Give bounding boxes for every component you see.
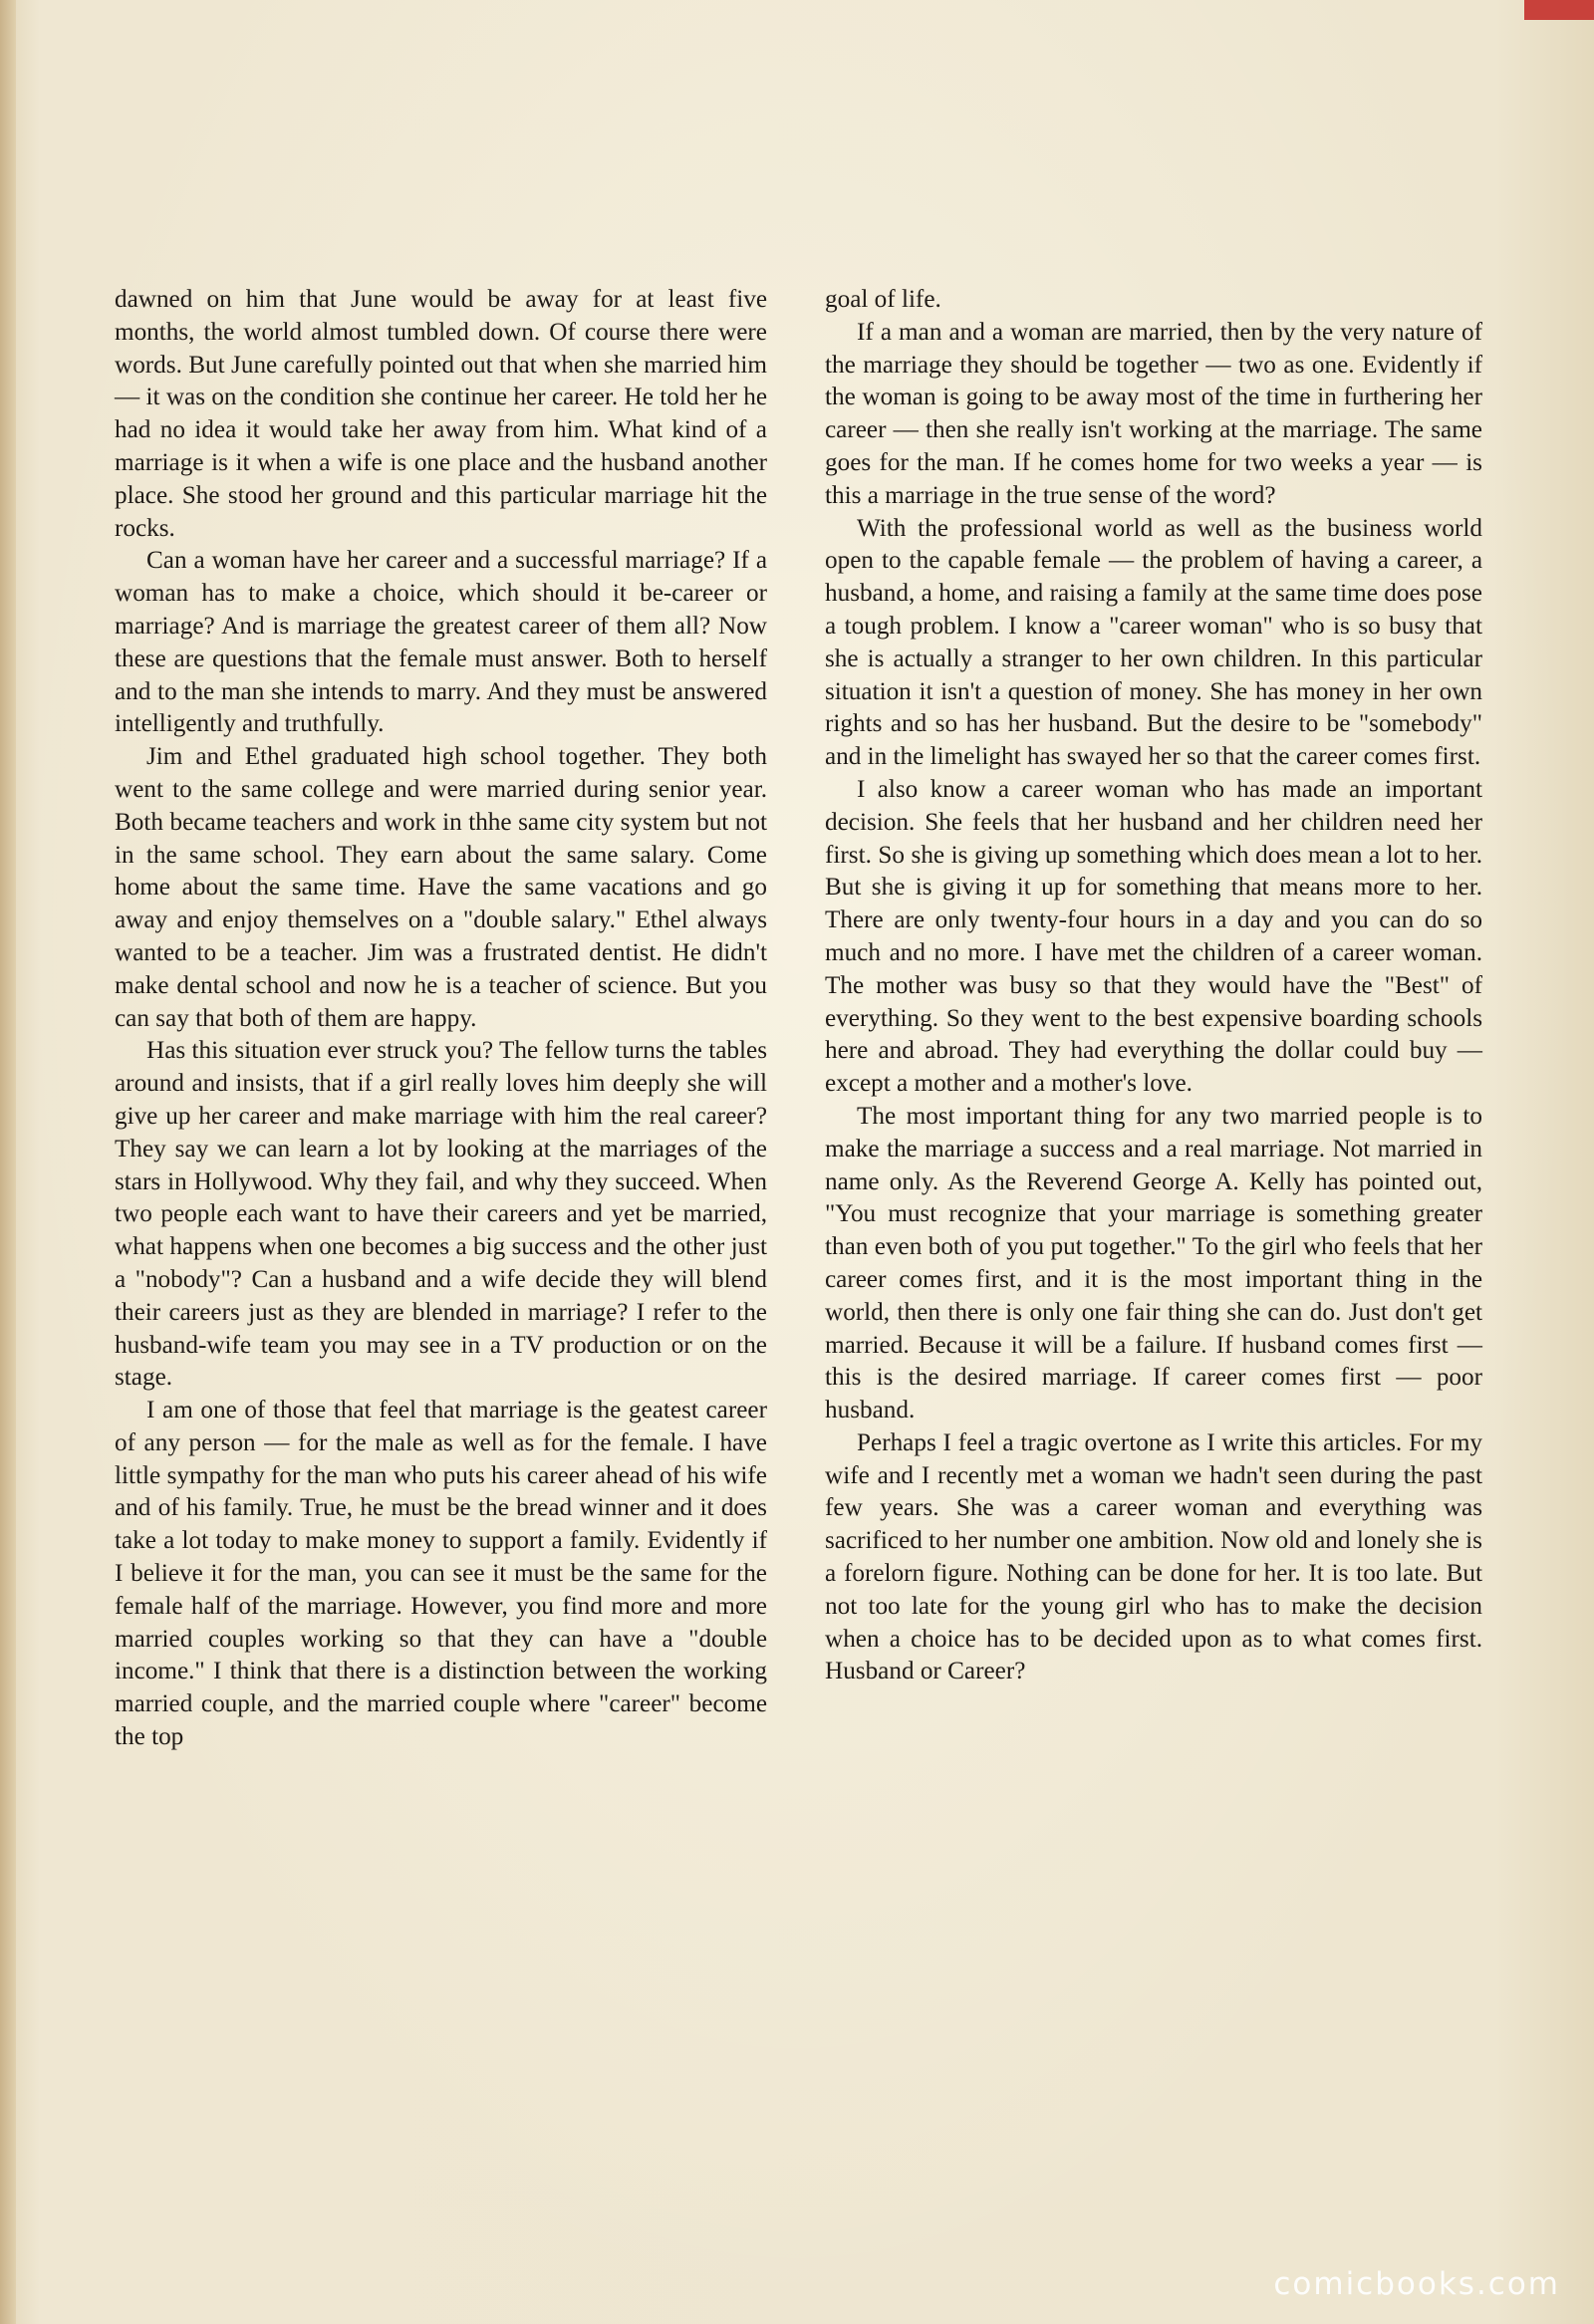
paragraph: Has this situation ever struck you? The fellow turns the tables around and insists, that if a girl really loves him deeply she will give up her career and make marriage with him the real career? They say we can learn a lot by looking at the marriages of the stars in Hollywood. Why they fail, and why they succeed. When two people each want to have their careers and yet be married, what happens when one becomes a big success and the other just a "nobody"? Can a husband and a wife decide they will blend their careers just as they are blended in marriage? I refer to the husband-wife team you may see in a TV production or on the stage. [115,1037,767,1392]
paragraph: goal of life. [825,286,941,313]
paragraph: With the professional world as well as the business world open to the capable female — the problem of having a career, a husband, a home, and raising a family at the same time does pose a tough problem. I know a "career woman" who is so busy that she is actually a stranger to her own children. In this particular situation it isn't a question of money. She has money in her own rights and so has her husband. But the desire to be "somebody" and in the limelight has swayed her so that the career comes first. [825,514,1482,771]
right-text-column [825,284,1482,1688]
page-binding-edge [0,0,16,2324]
page-corner-color [1524,0,1594,20]
paragraph: Can a woman have her career and a successful marriage? If a woman has to make a choice, which should it be-career or marriage? And is marriage the greatest career of them all? Now these are questions that the female must answer. Both to herself and to the man she intends to marry. And they must be answered intelligently and truthfully. [115,547,767,738]
paragraph: If a man and a woman are married, then by the very nature of the marriage they should be together — two as one. Evidently if the woman is going to be away most of the time in furthering her career — then she really isn't working at the marriage. The same goes for the man. If he comes home for two weeks a year — is this a marriage in the true sense of the word? [825,318,1482,509]
paragraph: Jim and Ethel graduated high school together. They both went to the same college and were married during senior year. Both became teachers and work in thhe same city system but not in the same school. They earn about the same salary. Come home about the same time. Have the same vacations and go away and enjoy themselves on a "double salary." Ethel always wanted to be a teacher. Jim was a frustrated dentist. He didn't make dental school and now he is a teacher of science. But you can say that both of them are happy. [115,743,767,1032]
paragraph: I am one of those that feel that marriage is the geatest career of any person — for the male as well as for the female. I have little sympathy for the man who puts his career ahead of his wife and of his family. True, he must be the bread winner and it does take a lot today to make money to support a family. Evidently if I believe it for the man, you can see it must be the same for the female half of the marriage. However, you find more and more married couples working so that they can have a "double income." I think that there is a distinction between the working married couple, and the married couple where "career" become the top [115,1397,767,1751]
paragraph: The most important thing for any two married people is to make the marriage a success and a real marriage. Not married in name only. As the Reverend George A. Kelly has pointed out, "You must recognize that your marriage is something greater than even both of you put together." To the girl who feels that her career comes first, and it is the most important thing in the world, then there is only one fair thing she can do. Just don't get married. Because it will be a failure. If husband comes first — this is the desired marriage. If career comes first — poor husband. [825,1102,1482,1424]
paragraph: I also know a career woman who has made an important decision. She feels that her husband and her children need her first. So she is giving up something which does mean a lot to her. But she is giving it up for something that means more to her. There are only twenty-four hours in a day and you can do so much and no more. I have met the children of a career woman. The mother was busy so that they would have the "Best" of everything. So they went to the best expensive boarding schools here and abroad. They had everything the dollar could buy — except a mother and a mother's love. [825,775,1482,1098]
paragraph: Perhaps I feel a tragic overtone as I write this articles. For my wife and I recently met a woman we hadn't seen during the past few years. She was a career woman and everything was sacrificed to her number one ambition. Now old and lonely she is a forelorn figure. Nothing can be done for her. It is too late. But not too late for the young girl who has to make the decision when a choice has to be decided upon as to what comes first. Husband or Career? [825,1428,1482,1685]
left-text-column [115,284,767,1754]
paragraph: dawned on him that June would be away for at least five months, the world almost tumbled down. Of course there were words. But June carefully pointed out that when she married him — it was on the condition she continue her career. He told her he had no idea it would take her away from him. What kind of a marriage is it when a wife is one place and the husband another place. She stood her ground and this particular marriage hit the rocks. [115,286,767,542]
site-watermark: comicbooks.com [1273,2266,1560,2302]
